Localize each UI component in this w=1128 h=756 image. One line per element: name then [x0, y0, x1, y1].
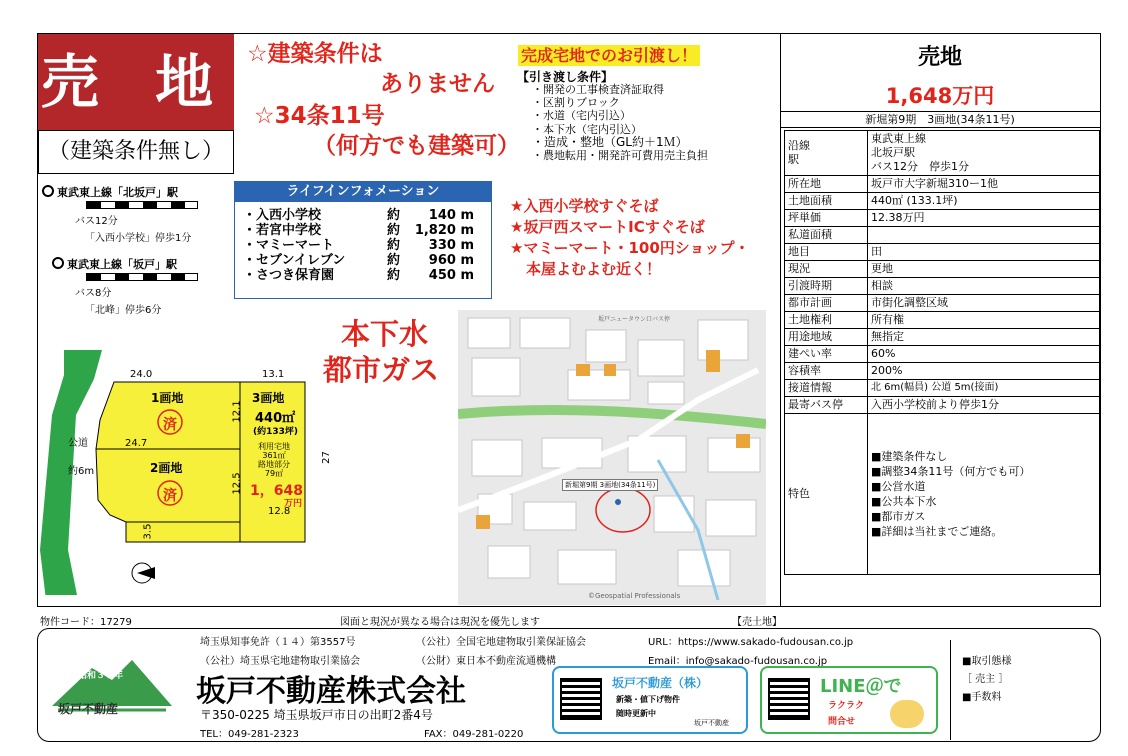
life-row: ・セブンイレブン 約 960 m [243, 253, 475, 268]
station-2-bus: バス8分 [75, 288, 112, 299]
property-category: 【売土地】 [732, 617, 782, 628]
commission-label: ■手数料 [962, 692, 1002, 703]
website-qr-card[interactable] [552, 666, 748, 734]
station-1-bus: バス12分 [75, 216, 118, 227]
highlights [510, 196, 749, 280]
sold-label-1: 済 [163, 417, 177, 433]
license: 埼玉県知事免許（１４）第3557号 [200, 637, 356, 648]
headline-no-build-condition-2: ありません [380, 71, 495, 97]
association-1: （公社）埼玉県宅地建物取引業協会 [200, 656, 360, 667]
life-row: ・入西小学校 約 140 m [243, 208, 475, 223]
delivery-item: ・農地転用・開発許可費用売主負担 [532, 149, 708, 163]
feature-item: ■詳細は当社までご連絡。 [871, 525, 1003, 538]
line-qr-card[interactable] [760, 666, 938, 734]
life-row: ・さつき保育園 約 450 m [243, 268, 475, 283]
life-information-table [241, 208, 476, 283]
company-tel: TEL：049-281-2323 [200, 729, 299, 740]
mascot-icon [890, 700, 924, 728]
delivery-item: ・開発の工事検査済証取得 [532, 83, 664, 96]
company-email[interactable]: Email：info@sakado-fudousan.co.jp [648, 656, 828, 667]
info-row: 建ぺい率 60% [785, 346, 1100, 363]
life-information-title: ライフインフォメーション [235, 182, 491, 202]
circle-icon [42, 185, 54, 197]
info-row: 都市計画 市街化調整区域 [785, 295, 1100, 312]
life-information-box [234, 181, 492, 299]
delivery-item: ・本下水（宅内引込） [532, 122, 642, 136]
feature-item: ■都市ガス [871, 510, 926, 523]
qr1-title: 坂戸不動産（株） [612, 676, 709, 690]
info-row: 所在地 坂戸市大字新堀310ー1他 [785, 176, 1100, 193]
map-graphic [458, 310, 766, 605]
info-row: 現況 更地 [785, 261, 1100, 278]
sale-title: 売 地 [38, 34, 234, 130]
sewer-label: 本下水 [341, 317, 429, 351]
info-row: 接道情報 北 6m(幅員) 公道 5m(接面) [785, 380, 1100, 397]
info-row: 容積率 200% [785, 363, 1100, 380]
dim-3-5: 3.5 [142, 523, 154, 540]
delivery-item: ・造成・整地（GL約＋1Ｍ） [532, 134, 688, 149]
circle-icon [52, 257, 64, 269]
disclaimer: 図面と現況が異なる場合は現況を優先します [340, 617, 540, 628]
feature-item: ■調整34条11号（何方でも可） [871, 465, 1031, 478]
property-period: 新堀第9期 3画地(34条11号) [780, 111, 1100, 128]
delivery-item: ・区割りブロック [532, 96, 620, 110]
life-row: ・マミーマート 約 330 m [243, 238, 475, 253]
dim-12-8: 12.8 [268, 506, 291, 517]
property-price: 1,648万円 [885, 84, 995, 108]
station-1-stop: 「入西小学校」停歩1分 [85, 233, 192, 244]
headline-article-34: ☆34条11号 [254, 103, 385, 129]
lot-3-tsubo: (約133坪) [253, 427, 299, 437]
dim-12-5: 12.5 [231, 472, 243, 495]
road-label: 公道 [68, 438, 88, 449]
company-fax: FAX：049-281-0220 [424, 729, 524, 740]
station-2-stop: 「北峰」停歩6分 [85, 305, 162, 316]
scale-bar [86, 273, 198, 281]
transaction-type-label: ■取引態様 [962, 656, 1012, 667]
area-map [458, 310, 766, 605]
feature-item: ■公営水道 [871, 480, 926, 493]
qr1-brand: 坂戸不動産 [694, 719, 729, 727]
life-row: ・若宮中学校 約 1,820 m [243, 223, 475, 238]
highlight-item: 本屋よむよむ近く！ [526, 260, 662, 278]
highlight-item: ★マミーマート・100円ショップ・ [510, 239, 750, 257]
map-top-label: 坂戸ニュータウン口バス停 [598, 316, 671, 323]
sale-subtitle: （建築条件無し） [38, 130, 234, 174]
lot-1-label: 1画地 [151, 391, 184, 405]
delivery-conditions-list [532, 83, 708, 162]
association-2: （公社）全国宅地建物取引業保証協会 [416, 637, 586, 648]
feature-item: ■公共本下水 [871, 495, 937, 508]
info-row: 坪単価 12.38万円 [785, 210, 1100, 227]
logo-est: 創業 [94, 655, 113, 665]
company-name: 坂戸不動産株式会社 [196, 674, 466, 709]
station-2: 東武東上線「坂戸」駅 [52, 256, 177, 272]
property-code: 物件コード：17279 [40, 617, 132, 628]
delivery-item: ・水道（宅内引込） [532, 109, 631, 123]
line-title: LINE＠で [820, 676, 902, 697]
dim-right: 27 [320, 451, 332, 464]
lot-3-price: 1，648 [250, 483, 303, 499]
property-info-table [784, 130, 1100, 575]
logo-year: 昭和３５年 [78, 671, 124, 681]
association-3: （公財）東日本不動産流通機構 [416, 656, 556, 667]
delivery-heading: 【引き渡し条件】 [517, 70, 614, 84]
company-address: 〒350-0225 埼玉県坂戸市日の出町2番4号 [200, 708, 433, 722]
qr1-sub1: 新築・値下げ物件 [616, 695, 680, 704]
highlight-item: ★入西小学校すぐそば [510, 197, 659, 215]
delivery-title: 完成宅地でのお引渡し！ [518, 45, 700, 66]
scale-bar [86, 201, 198, 209]
lot-3-label: 3画地 [252, 391, 285, 405]
info-row: 最寄バス停 入西小学校前より停歩1分 [785, 397, 1100, 414]
headline-anyone-can-build: （何方でも建築可） [313, 133, 520, 159]
company-url[interactable]: URL：https://www.sakado-fudousan.co.jp [648, 637, 854, 648]
station-1: 東武東上線「北坂戸」駅 [42, 184, 178, 200]
map-copyright: ©Geospatial Professionals [588, 592, 681, 600]
dim-12-1: 12.1 [231, 400, 243, 423]
info-row: 土地権利 所有権 [785, 312, 1100, 329]
city-gas-label: 都市ガス [323, 353, 440, 387]
sold-label-2: 済 [163, 488, 177, 504]
info-row: 用途地域 無指定 [785, 329, 1100, 346]
infrastructure-label [323, 316, 439, 388]
info-row-features: 特色 ■建築条件なし ■調整34条11号（何方でも可） ■公営水道 ■公共本下水 ■都市ガス ■詳細は当社までご連絡。 [785, 414, 1100, 575]
qr-code-icon [560, 678, 602, 720]
logo-name: 坂戸不動産 [58, 702, 119, 716]
transaction-type-value: ［ 売主 ］ [962, 674, 1009, 685]
info-row: 引渡時期 相談 [785, 278, 1100, 295]
lot-3-price-unit: 万円 [284, 499, 303, 509]
qr-code-icon [768, 678, 810, 720]
road-width: 約6m [68, 466, 95, 477]
line-sub2: 問合せ [828, 717, 856, 727]
info-row: 沿線 駅 東武東上線 北坂戸駅 バス12分 停歩1分 [785, 131, 1100, 176]
headline-no-build-condition: ☆建築条件は [247, 41, 383, 67]
lot-2-label: 2画地 [150, 461, 183, 475]
lot-3-usage: 利用宅地 361㎡ 路地部分 79㎡ [258, 442, 290, 478]
info-row: 土地面積 440㎡ (133.1坪) [785, 193, 1100, 210]
dim-mid: 24.7 [125, 438, 148, 449]
property-type-title: 売地 [917, 45, 962, 70]
qr1-sub2: 随時更新中 [616, 709, 656, 718]
dim-top-2: 13.1 [262, 369, 285, 380]
lot-3-area: 440㎡ [255, 411, 296, 426]
info-row: 私道面積 [785, 227, 1100, 244]
highlight-item: ★坂戸西スマートICすぐそば [510, 218, 705, 236]
info-row: 地目 田 [785, 244, 1100, 261]
feature-item: ■建築条件なし [871, 450, 948, 463]
line-sub1: ラクラク [828, 701, 865, 711]
company-logo [52, 646, 172, 718]
map-property-label: 新堀第9期 3画地(34条11号) [562, 479, 658, 491]
divider [950, 640, 951, 740]
dim-top-1: 24.0 [130, 369, 153, 380]
